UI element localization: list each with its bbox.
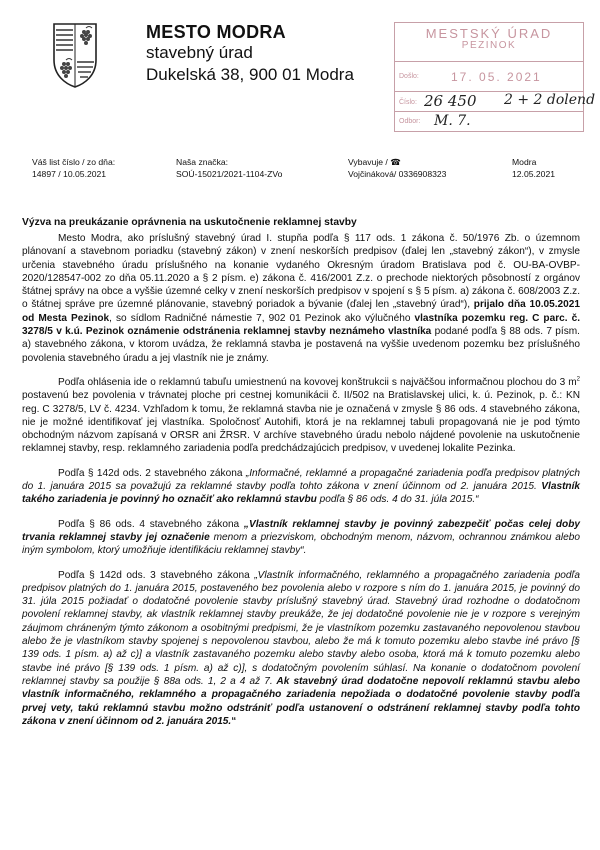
letter-body xyxy=(22,232,580,728)
office-name: stavebný úrad xyxy=(146,43,253,62)
paragraph-1: Mesto Modra, ako príslušný stavebný úrad I. stupňa podľa § 117 ods. 1 zákona č. 50/1976 Zb. o územnom plánovaní a stavebnom poriadku (stavebný zákon) v znení neskorších predpisov (ďalej len „stavebný zákon“), v zmysle určenia stavebného úradu príslušného na konanie vydaného Okresným úradom Bratislava pod č. OU-BA-OVBP-2020/128547-002 zo dňa 05.11.2020 a § 2 písm. e) zákona č. 416/2001 Z.z. o prechode niektorých pôsobností z orgánov štátnej správy na obce a vyššie územné celky v znení neskorších predpisov v spojení s § 5 písm. a) zákona č. 608/2003 Z.z. o štátnej správe pre územné plánovanie, stavebný poriadok a bývanie (ďalej len „stavebný úrad“), prijalo dňa 10.05.2021 od Mesta Pezinok, so sídlom Radničné námestie 7, 902 01 Pezinok ako výlučného vlastníka pozemku reg. C parc. č. 3278/5 v k.ú. Pezinok oznámenie odstránenia reklamnej stavby neznámeho vlastníka podané podľa § 88 ods. 7 písm. a) stavebného zákona, v ktorom uvádza, že reklamná stavba je postavená na vyššie uvedenom pozemku bez príslušného povolenia stavebného úradu a jej vlastník nie je známy. xyxy=(22,233,580,364)
stamp-received-label: Došlo: xyxy=(399,73,419,80)
stamp-dept-label: Odbor: xyxy=(399,118,421,125)
handwritten-attachments: 2 + 2 dolend xyxy=(504,92,596,108)
ref-handler: Vybavuje / ☎ Vojčináková/ 0336908323 xyxy=(348,157,447,179)
stamp-number-label: Číslo: xyxy=(399,99,417,106)
stamp-received-date: 17. 05. 2021 xyxy=(451,70,542,84)
letterhead xyxy=(146,22,354,86)
stamp-org: MESTSKÝ ÚRAD xyxy=(425,26,553,41)
subject-title: Výzva na preukázanie oprávnenia na uskutočnenie reklamnej stavby xyxy=(22,217,357,228)
handwritten-number: 26 450 xyxy=(424,92,477,110)
office-address: Dukelská 38, 900 01 Modra xyxy=(146,65,354,84)
paragraph-3: Podľa § 142d ods. 2 stavebného zákona „Informačné, reklamné a propagačné zariadenia podľa predpisov platných do 1. januára 2015 sa považujú za reklamné stavby podľa tohto zákona v znení účinnom od 2. januára 2015. Vlastník takého zariadenia je povinný ho označiť ako reklamnú stavbu podľa § 86 ods. 4 do 31. júla 2015.“ xyxy=(22,467,581,506)
ref-our-ref: Naša značka: SOÚ-15021/2021-1104-ZVo xyxy=(176,157,283,179)
handwritten-dept: M. 7. xyxy=(434,113,471,129)
coat-of-arms-logo xyxy=(52,22,98,88)
org-name: MESTO MODRA xyxy=(146,22,286,42)
paragraph-5: Podľa § 142d ods. 3 stavebného zákona „Vlastník informačného, reklamného a propagačného zariadenia podľa predpisov platných do 1. januára 2015, postaveného bez povolenia alebo v rozpore s ním do 1. januára 2015, je povinný do 31. júla 2015 požiadať o dodatočné povolenie stavby príslušný stavebný úrad. Stavebný úrad rozhodne o dodatočnom povolení reklamnej stavby, ak vlastník reklamnej stavby preukáže, že jej dodatočné povolenie nie je v rozpore s verejným záujmom chráneným týmto zákonom a osobitnými predpismi, že je vlastníkom pozemku zastavaného nepovolenou stavbou alebo že je vlastníkom stavby spojenej s nepovolenou stavbou, alebo že má k tomuto pozemku alebo stavbe iné právo [§ 139 ods. 1 písm. a) až c)] a vlastník zastavaného pozemku alebo stavby alebo osoba, ktorá má k tomuto pozemku alebo stavbe iné právo [§ 139 ods. 1 písm. a) až c)], s dodatočným povolením súhlasí. Na konanie o dodatočnom povolení reklamnej stavby sa použije § 88a ods. 1, 2 a 4 až 7. Ak stavebný úrad dodatočne nepovolí reklamnú stavbu alebo vlastník informačného, reklamného a propagačného zariadenia nepožiada o dodatočné povolenie stavby podľa prvej vety, takú reklamnú stavbu možno odstrániť podľa ustanovení o odstránení reklamnej stavby podľa tohto zákona v znení účinnom od 2. januára 2015.“ xyxy=(22,569,580,727)
paragraph-2: Podľa ohlásenia ide o reklamnú tabuľu umiestnenú na kovovej konštrukcii s najväčšou informačnou plochou do 3 $m^2$ postavenú bez povolenia v trávnatej ploche pri cestnej komunikácii č. II/502 na Bratislavskej ulici, k. ú. Pezinok, p. č.: KN reg. C 3278/5, LV č. 4234. Vzhľadom k tomu, že reklamná stavba nie je označená v zmysle § 86 ods. 4 stavebného zákona, nie je možné identifikovať jej vlastníka. Spoločnosť Autohifi, ktorá je na reklamnej tabuli propagovaná nie je pod týmto obchodným názvom zapísaná v ORSR ani ŽRSR. V archíve stavebného úradu nebolo nájdené povolenie na uskutočnenie reklamnej stavby, resp. reklamného zariadenia podľa predchádzajúcich predpisov, v uvedenej lokalite Pezinka. xyxy=(22,376,580,455)
ref-your-letter: Váš list číslo / zo dňa: 14897 / 10.05.2021 xyxy=(32,157,116,179)
ref-place-date: Modra 12.05.2021 xyxy=(512,157,556,179)
received-stamp xyxy=(394,22,584,132)
paragraph-4: Podľa § 86 ods. 4 stavebného zákona „Vlastník reklamnej stavby je povinný zabezpečiť počas celej doby trvania reklamnej stavby jej označenie menom a priezviskom, obchodným menom, názvom, ochrannou známkou alebo iným symbolom, ktorý umožňuje identifikáciu reklamnej stavby“. xyxy=(22,518,580,557)
stamp-town: PEZINOK xyxy=(461,40,517,51)
